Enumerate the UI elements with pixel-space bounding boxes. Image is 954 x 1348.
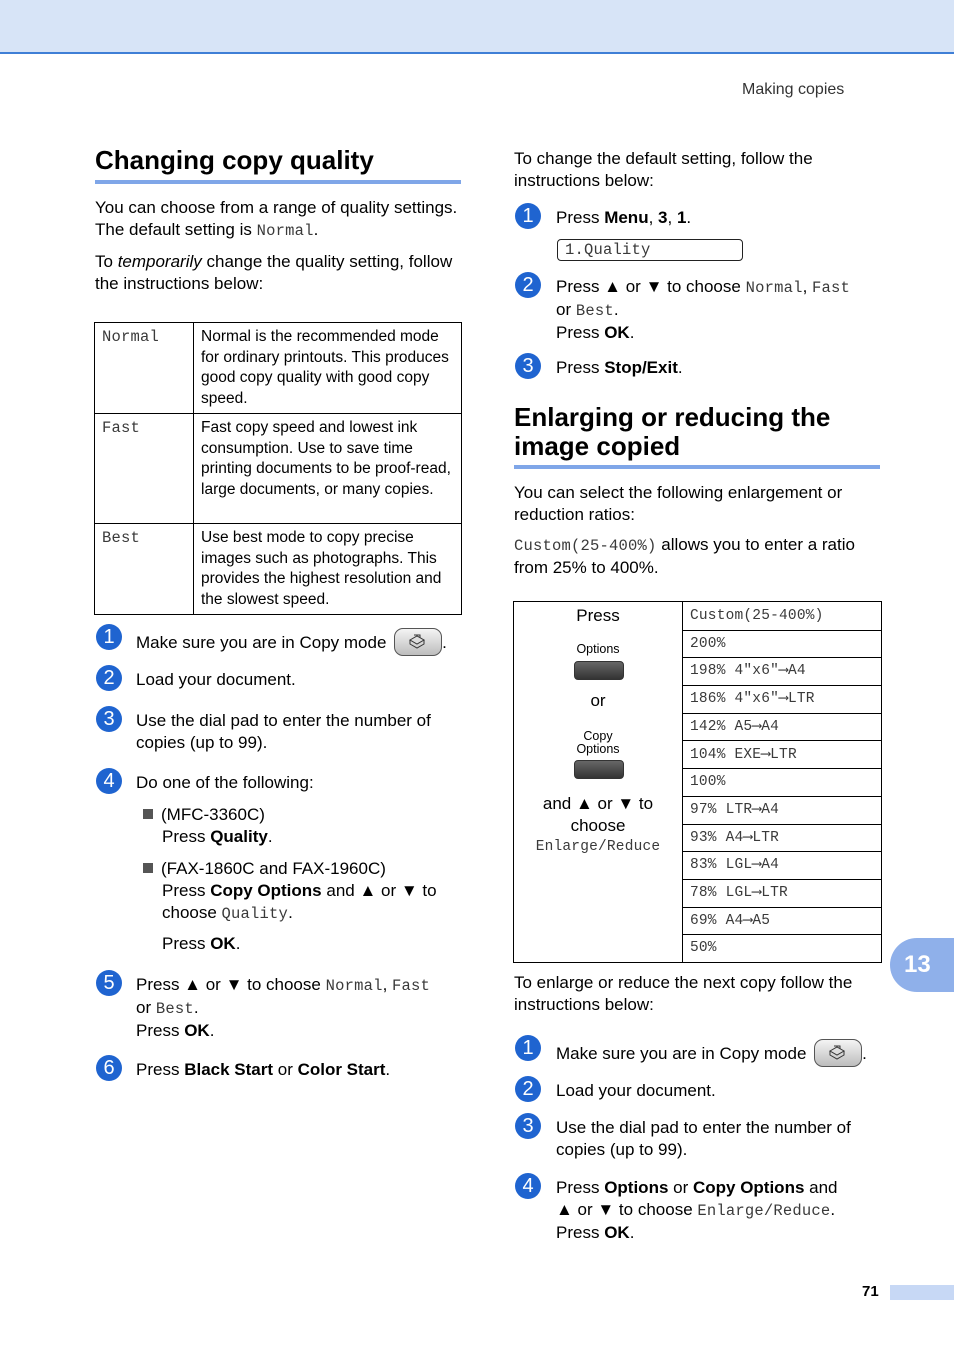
quality-desc: Fast copy speed and lowest ink consumption. Use to save time printing documents to be proof-read, large documents, or many copies. [194,414,462,524]
step-number: 1 [515,203,541,229]
ratio-value: 97% LTR⟶A4 [690,801,780,818]
step-number: 6 [96,1055,122,1081]
ratio-instructions [514,602,683,962]
step-number: 3 [96,706,122,732]
ratio-row [683,602,881,631]
top-banner [0,0,954,54]
step-number: 4 [515,1173,541,1199]
custom-ratio-paragraph: Custom(25-400%) allows you to enter a ratio from 25% to 400%. [514,535,855,577]
quality-desc: Normal is the recommended mode for ordinary printouts. This produces good copy quality with good copy speed. [194,323,462,414]
quality-key: Best [95,524,194,615]
ratio-row [683,851,881,880]
ratio-row [683,934,881,962]
ratio-value: 50% [690,940,717,957]
copy-mode-button[interactable] [814,1039,862,1067]
quality-desc: Use best mode to copy precise images such as photographs. This provides the highest resolution and the slowest speed. [194,524,462,615]
step-text: Do one of the following: [136,773,314,792]
title-underline [514,465,880,469]
step-number: 4 [96,768,122,794]
ratio-row [683,879,881,908]
ratio-row [683,768,881,797]
step-text: Use the dial pad to enter the number of copies (up to 99). [136,711,431,752]
ratio-value: 78% LGL⟶LTR [690,885,788,901]
options-label: Options [576,642,620,656]
ratio-row [683,741,881,770]
step-text: Press ▲ or ▼ to choose Normal, Fast or Best. Press OK. [556,277,851,342]
ratio-value: 104% EXE⟶LTR [690,746,797,763]
step-text: Use the dial pad to enter the number of copies (up to 99). [556,1118,851,1159]
ratio-table [513,601,882,963]
step-number: 2 [515,1076,541,1102]
press-ok-line: Press OK. [162,934,241,953]
section-title-enlarge-line1: Enlarging or reducing the [514,402,831,432]
enlarge-reduce-label: Enlarge/Reduce [535,839,661,855]
quality-key: Fast [95,414,194,524]
ratio-row [683,685,881,714]
ratio-value: Custom(25-400%) [690,608,824,624]
copy-options-label: Copy Options [576,729,620,756]
table-row [95,323,462,414]
page-number-bar [890,1285,954,1300]
step-text: Press Black Start or Color Start. [136,1060,391,1079]
quality-key: Normal [95,323,194,414]
step-text: Make sure you are in Copy mode . [136,628,466,656]
section-title-enlarge-line2: image copied [514,431,681,461]
section-title-copy-quality: Changing copy quality [95,145,374,175]
ratio-value: 93% A4⟶LTR [690,829,780,846]
or-label: or [590,691,606,710]
copy-icon [408,633,426,649]
step-text: Press Menu, 3, 1. [556,208,692,227]
step-text: Press Options or Copy Options and ▲ or ▼ to choose Enlarge/Reduce. Press OK. [556,1178,838,1242]
quality-table [94,322,462,615]
bullet-fax: (FAX-1860C and FAX-1960C) Press Copy Options and ▲ or ▼ to choose Quality. [143,858,463,925]
ratios-intro: You can select the following enlargement or reduction ratios: [514,483,843,524]
ratio-row [683,907,881,936]
chapter-tab: 13 [890,938,954,992]
choose-label: choose [570,816,626,835]
step-text: Press ▲ or ▼ to choose Normal, Fast or Best. Press OK. [136,975,431,1040]
temporary-paragraph: To temporarily change the quality setting, follow the instructions below: [95,252,453,293]
step-number: 5 [96,970,122,996]
step-number: 1 [515,1035,541,1061]
intro-paragraph: You can choose from a range of quality settings. The default setting is Normal. [95,198,458,240]
step-number: 2 [515,272,541,298]
bullet-icon [143,863,153,873]
ratio-row [683,796,881,825]
copy-mode-button[interactable] [394,628,442,656]
title-underline [95,180,461,184]
ratio-row [683,657,881,686]
next-copy-paragraph: To enlarge or reduce the next copy follow the instructions below: [514,973,853,1014]
step-number: 3 [515,353,541,379]
ratio-value: 142% A5⟶A4 [690,718,780,735]
step-number: 2 [96,665,122,691]
page-number: 71 [862,1283,879,1300]
copy-icon [828,1044,846,1060]
ratio-value: 100% [690,774,726,791]
table-row [95,524,462,615]
ratio-value: 200% [690,635,726,652]
ratio-row [683,713,881,742]
press-label: Press [576,606,620,625]
lcd-display: 1.Quality [557,239,743,261]
ratio-value: 198% 4"x6"⟶A4 [690,663,806,680]
step-text: Press Stop/Exit. [556,358,683,377]
running-header: Making copies [742,81,845,98]
ratio-row [683,630,881,659]
step-number: 3 [515,1113,541,1139]
options-key [574,661,624,680]
ratio-value: 69% A4⟶A5 [690,912,771,929]
copy-options-key [574,760,624,779]
step-text: Load your document. [136,670,296,689]
bullet-mfc: (MFC-3360C) Press Quality. [143,804,463,848]
and-arrows-label: and ▲ or ▼ to [542,794,654,813]
step-text: Load your document. [556,1081,716,1100]
ratio-value: 186% 4"x6"⟶LTR [690,691,815,708]
step-number: 1 [96,624,122,650]
ratio-value: 83% LGL⟶A4 [690,857,780,874]
bullet-icon [143,809,153,819]
table-row [95,414,462,524]
default-setting-intro: To change the default setting, follow the instructions below: [514,149,813,190]
ratio-row [683,824,881,853]
step-text: Make sure you are in Copy mode . [556,1039,896,1067]
